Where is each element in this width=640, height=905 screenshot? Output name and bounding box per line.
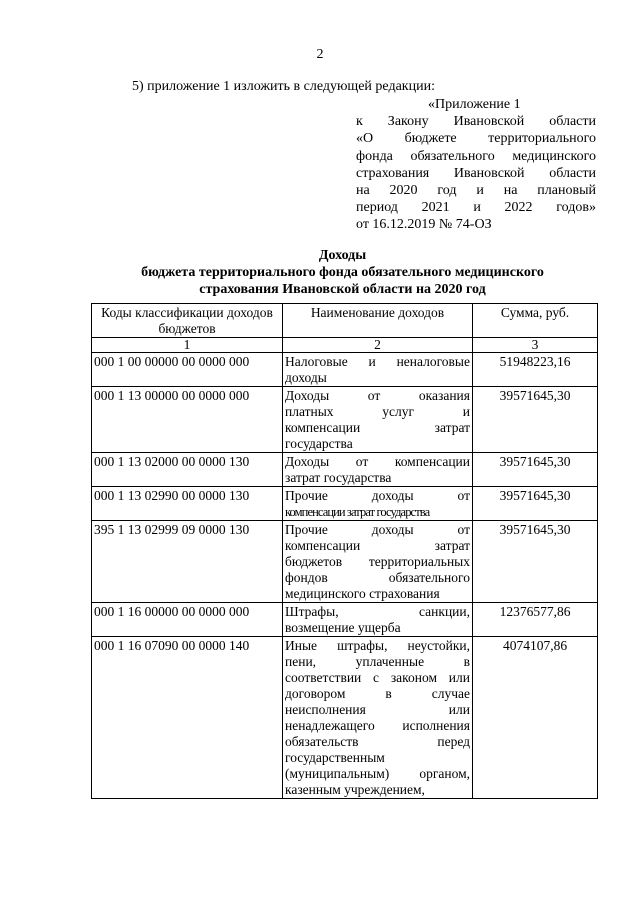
row-name-line: Прочие доходы от (285, 488, 470, 503)
row-name (283, 453, 473, 487)
row-name-line: договором в случае (285, 686, 470, 701)
row-name-line: возмещение ущерба (285, 620, 401, 635)
row-code: 000 1 13 02990 00 0000 130 (92, 487, 283, 521)
row-code: 000 1 16 07090 00 0000 140 (92, 637, 283, 799)
table-row (92, 487, 598, 521)
amendment-intro: 5) приложение 1 изложить в следующей редакции: (132, 79, 435, 94)
column-number: 1 (92, 338, 283, 353)
appendix-line: на 2020 год и на плановый (356, 183, 596, 199)
table-header-row (92, 304, 598, 338)
row-code: 000 1 13 02000 00 0000 130 (92, 453, 283, 487)
row-name-line: Прочие доходы от (285, 522, 470, 537)
row-name-line: медицинского страхования (285, 586, 440, 601)
page-number: 2 (316, 47, 324, 62)
appendix-line: к Закону Ивановской области (356, 114, 596, 130)
appendix-line: «О бюджете территориального (356, 131, 596, 147)
row-sum: 39571645,30 (473, 487, 598, 521)
row-name-line: Доходы от оказания (285, 388, 470, 403)
row-name-line: фондов обязательного (285, 570, 470, 585)
row-name-line: компенсации затрат (285, 420, 470, 435)
row-name (283, 637, 473, 799)
row-name-line: Доходы от компенсации (285, 454, 470, 469)
table-row (92, 353, 598, 387)
row-name (283, 387, 473, 453)
column-header-codes: Коды классификации доходов бюджетов (92, 304, 283, 338)
row-name-line: государственным (285, 750, 385, 765)
document-title-line: страхования Ивановской области на 2020 год (199, 282, 486, 297)
document-title-line: Доходы (318, 248, 367, 263)
row-name-line: соответствии с законом или (285, 670, 470, 685)
row-name (283, 487, 473, 521)
appendix-line: страхования Ивановской области (356, 165, 596, 181)
row-name-line: Штрафы, санкции, (285, 604, 470, 619)
table-body (92, 353, 598, 799)
row-name-line: пени, уплаченные в (285, 654, 470, 669)
row-code: 000 1 00 00000 00 0000 000 (92, 353, 283, 387)
row-name-line: Иные штрафы, неустойки, (285, 638, 470, 653)
row-name-line: казенным учреждением, (285, 782, 425, 797)
row-name-line: бюджетов территориальных (285, 554, 470, 569)
row-name-line: государства (285, 436, 353, 451)
appendix-line: период 2021 и 2022 годов» (356, 200, 596, 216)
row-name (283, 353, 473, 387)
appendix-title: «Приложение 1 (428, 97, 521, 112)
row-name-line: платных услуг и (285, 404, 470, 419)
row-name-line: компенсации затрат государства (285, 505, 430, 519)
row-sum: 39571645,30 (473, 387, 598, 453)
row-sum: 51948223,16 (473, 353, 598, 387)
table-row (92, 453, 598, 487)
appendix-line: фонда обязательного медицинского (356, 148, 596, 164)
document-title (90, 247, 595, 298)
row-name (283, 603, 473, 637)
column-header-sum: Сумма, руб. (473, 304, 598, 338)
appendix-line: от 16.12.2019 № 74-ОЗ (356, 217, 492, 233)
table-row (92, 521, 598, 603)
row-sum: 39571645,30 (473, 521, 598, 603)
revenue-table (91, 303, 598, 799)
appendix-header (356, 96, 596, 234)
table-row (92, 637, 598, 799)
column-number-row (92, 338, 598, 353)
row-sum: 4074107,86 (473, 637, 598, 799)
document-title-line: бюджета территориального фонда обязательного медицинского (141, 265, 544, 280)
column-header-name: Наименование доходов (283, 304, 473, 338)
table-row (92, 387, 598, 453)
table-row (92, 603, 598, 637)
row-name-line: доходы (285, 370, 327, 385)
row-name-line: ненадлежащего исполнения (285, 718, 470, 733)
row-sum: 12376577,86 (473, 603, 598, 637)
row-name-line: обязательств перед (285, 734, 470, 749)
row-name (283, 521, 473, 603)
row-sum: 39571645,30 (473, 453, 598, 487)
row-name-line: Налоговые и неналоговые (285, 354, 470, 369)
row-name-line: неисполнения или (285, 702, 470, 717)
row-code: 395 1 13 02999 09 0000 130 (92, 521, 283, 603)
column-number: 3 (473, 338, 598, 353)
row-code: 000 1 16 00000 00 0000 000 (92, 603, 283, 637)
column-number: 2 (283, 338, 473, 353)
row-name-line: (муниципальным) органом, (285, 766, 470, 781)
row-name-line: компенсации затрат (285, 538, 470, 553)
row-code: 000 1 13 00000 00 0000 000 (92, 387, 283, 453)
row-name-line: затрат государства (285, 470, 392, 485)
